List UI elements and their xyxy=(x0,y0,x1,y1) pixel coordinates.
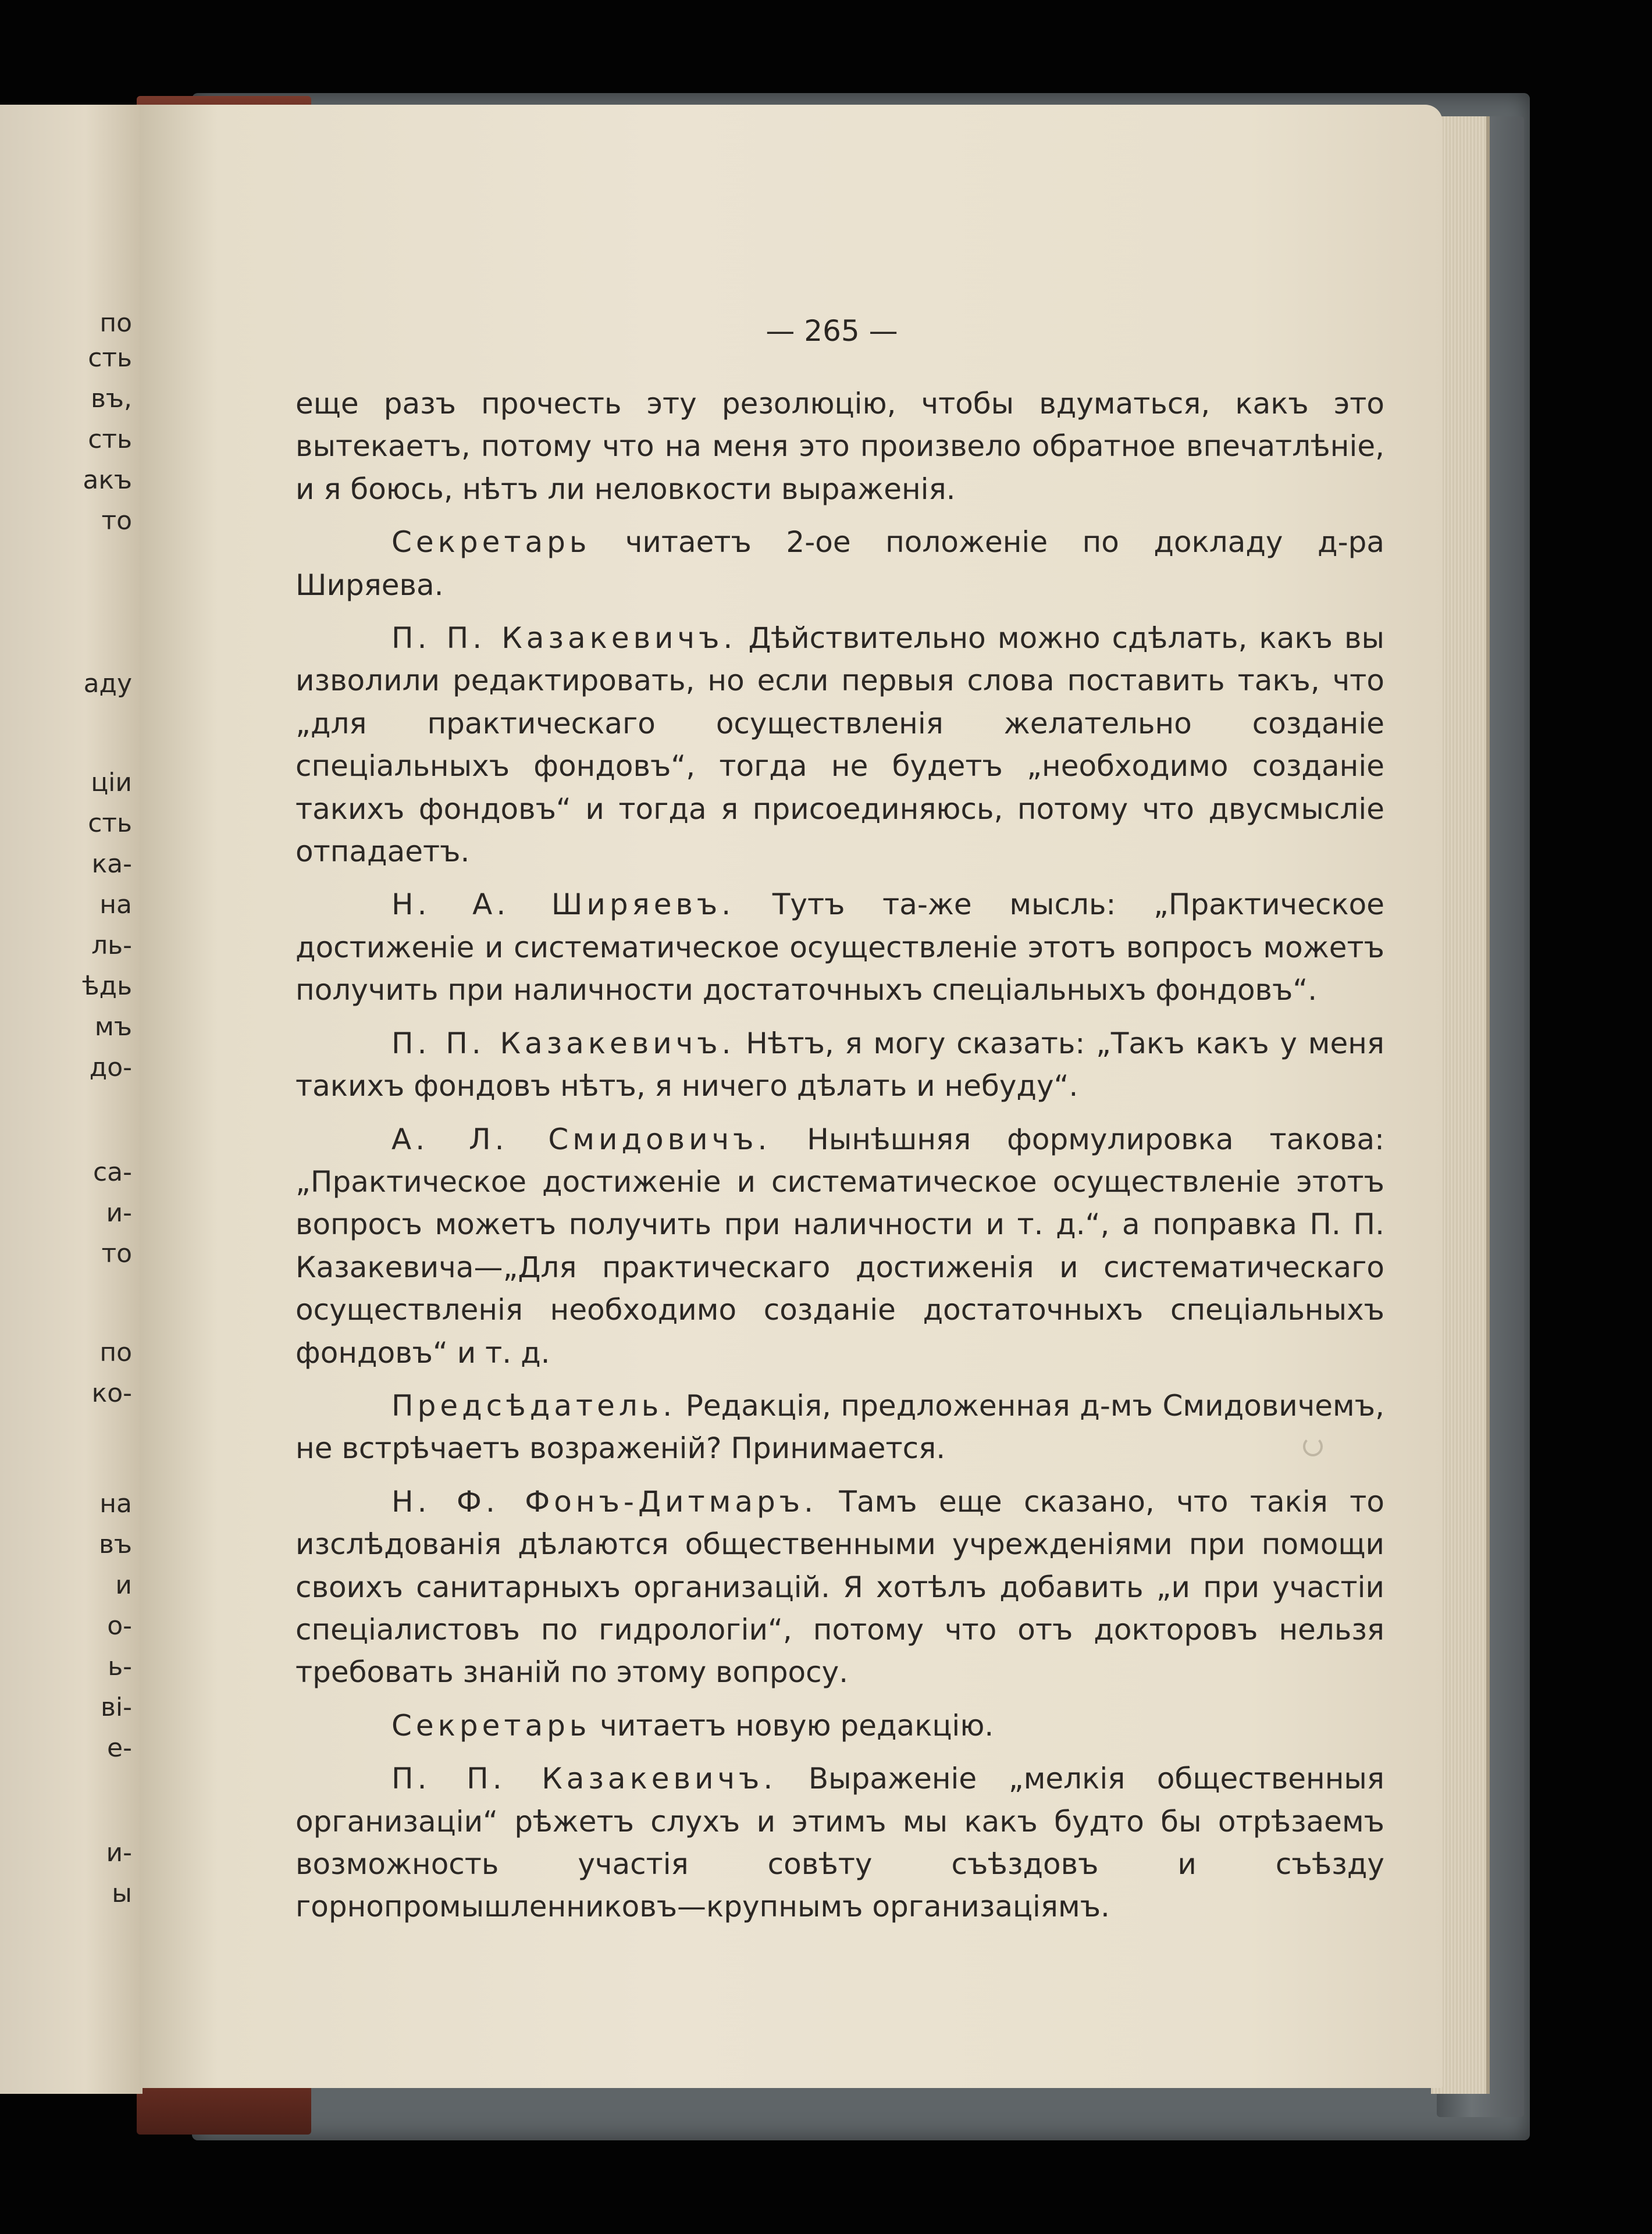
left-page-fragment: сть xyxy=(88,808,132,838)
left-page-fragment: ціи xyxy=(91,768,132,797)
speaker-name: Н. Ф. Фонъ-Дитмаръ. xyxy=(391,1484,817,1519)
speaker-name: П. П. Казакевичъ. xyxy=(391,1026,735,1060)
left-page-fragment: са- xyxy=(92,1157,132,1187)
page-text xyxy=(295,383,1384,1929)
left-page-fragment: въ xyxy=(98,1530,132,1559)
left-page-fragment: ь- xyxy=(108,1652,132,1681)
paragraph xyxy=(295,1481,1384,1694)
paragraph xyxy=(295,521,1384,607)
paragraph xyxy=(295,383,1384,511)
paragraph xyxy=(295,1118,1384,1374)
paragraph xyxy=(295,1385,1384,1470)
left-page-fragment: по xyxy=(99,308,132,338)
left-page-fragment: аду xyxy=(83,669,132,699)
left-page-fragment: сть xyxy=(88,343,132,373)
speaker-name: Н. А. Ширяевъ. xyxy=(391,888,735,922)
paragraph xyxy=(295,883,1384,1011)
speaker-name: Предсѣдатель. xyxy=(391,1388,677,1423)
paragraph xyxy=(295,1022,1384,1108)
left-page-fragment: на xyxy=(99,1489,132,1519)
left-page-fragment: то xyxy=(101,1239,132,1269)
left-page-fragment: ко- xyxy=(91,1378,132,1408)
left-page-fragment: ка- xyxy=(91,849,132,879)
left-page-fragment: и xyxy=(115,1570,132,1600)
speaker-name: П. П. Казакевичъ. xyxy=(391,1762,777,1796)
left-page xyxy=(0,105,143,2094)
left-page-fragment: и- xyxy=(106,1198,132,1228)
paragraph xyxy=(295,1705,1384,1747)
left-page-fragment: мъ xyxy=(94,1012,132,1042)
left-page-fragment: ві- xyxy=(100,1693,132,1722)
paragraph xyxy=(295,1758,1384,1929)
paragraph-text: читаетъ новую редакцію. xyxy=(590,1708,994,1743)
paragraph-text: Нынѣшняя формулировка такова: „Практическое достиженіе и систематическое осуществленіе этотъ вопросъ можетъ получить при наличности и т. д.“, а поправка П. П. Казакевича—„Для практическаго достиженія и систематическаго осуществленія необходимо созданіе достаточныхъ спеціальныхъ фондовъ“ и т. д. xyxy=(295,1122,1384,1370)
paragraph-text: Тамъ еще сказано, что такія то изслѣдованія дѣлаются общественными учрежденіями при помощи своихъ санитарныхъ организацій. Я хотѣлъ добавить „и при участіи спеціалистовъ по гидрологіи“, потому что отъ докторовъ нельзя требовать знаній по этому вопросу. xyxy=(295,1484,1384,1690)
left-page-fragment: е- xyxy=(107,1733,132,1763)
left-page-fragment: акъ xyxy=(83,465,132,495)
book-page xyxy=(140,105,1443,2088)
left-page-fragment: до- xyxy=(89,1053,132,1082)
paragraph xyxy=(295,617,1384,873)
left-page-fragment: то xyxy=(101,506,132,536)
left-page-fragment: по xyxy=(99,1338,132,1367)
left-page-fragment: ы xyxy=(112,1879,132,1908)
paragraph-text: Редакція, предложенная д-мъ Смидовичемъ, не встрѣчаетъ возраженій? Принимается. xyxy=(295,1388,1384,1466)
speaker-name: П. П. Казакевичъ. xyxy=(391,621,737,655)
left-page-fragment: и- xyxy=(106,1838,132,1868)
page-number: — 265 — xyxy=(766,314,898,348)
speaker-name: А. Л. Смидовичъ. xyxy=(391,1122,771,1156)
left-page-fragment: на xyxy=(99,890,132,920)
paragraph-text: еще разъ прочесть эту резолюцію, чтобы вдуматься, какъ это вытекаетъ, потому что на меня это произвело обратное впечатлѣніе, и я боюсь, нѣтъ ли неловкости выраженія. xyxy=(295,387,1384,506)
paragraph-text: Нѣтъ, я могу сказать: „Такъ какъ у меня такихъ фондовъ нѣтъ, я ничего дѣлать и небуду“. xyxy=(295,1026,1385,1103)
paper-stain xyxy=(1303,1437,1323,1456)
left-page-fragment: о- xyxy=(107,1611,132,1641)
left-page-fragment: ѣдь xyxy=(82,971,132,1001)
paragraph-text: Дѣйствительно можно сдѣлать, какъ вы изволили редактировать, но если первыя слова поставить такъ, что „для практическаго осуществленія желательно созданіе спеціальныхъ фондовъ“, тогда не будетъ „необходимо созданіе такихъ фондовъ“ и тогда я присоединяюсь, потому что двусмысліе отпадаетъ. xyxy=(295,621,1384,869)
paragraph-text: читаетъ 2-ое положеніе по докладу д-ра Ширяева. xyxy=(295,525,1384,602)
left-page-fragment: ль- xyxy=(91,931,132,960)
paragraph-text: Тутъ та-же мысль: „Практическое достиженіе и систематическое осуществленіе этотъ вопросъ можетъ получить при наличности достаточныхъ спеціальныхъ фондовъ“. xyxy=(295,888,1385,1007)
speaker-name: Секретарь xyxy=(391,525,591,560)
speaker-name: Секретарь xyxy=(391,1708,591,1743)
left-page-fragment: въ, xyxy=(90,384,132,414)
left-page-fragment: сть xyxy=(88,425,132,454)
paragraph-text: Выраженіе „мелкія общественныя организаціи“ рѣжетъ слухъ и этимъ мы какъ будто бы отрѣзаемъ возможность участія совѣту съѣздовъ и съѣзду горнопромышленниковъ—крупнымъ организаціямъ. xyxy=(295,1762,1384,1924)
